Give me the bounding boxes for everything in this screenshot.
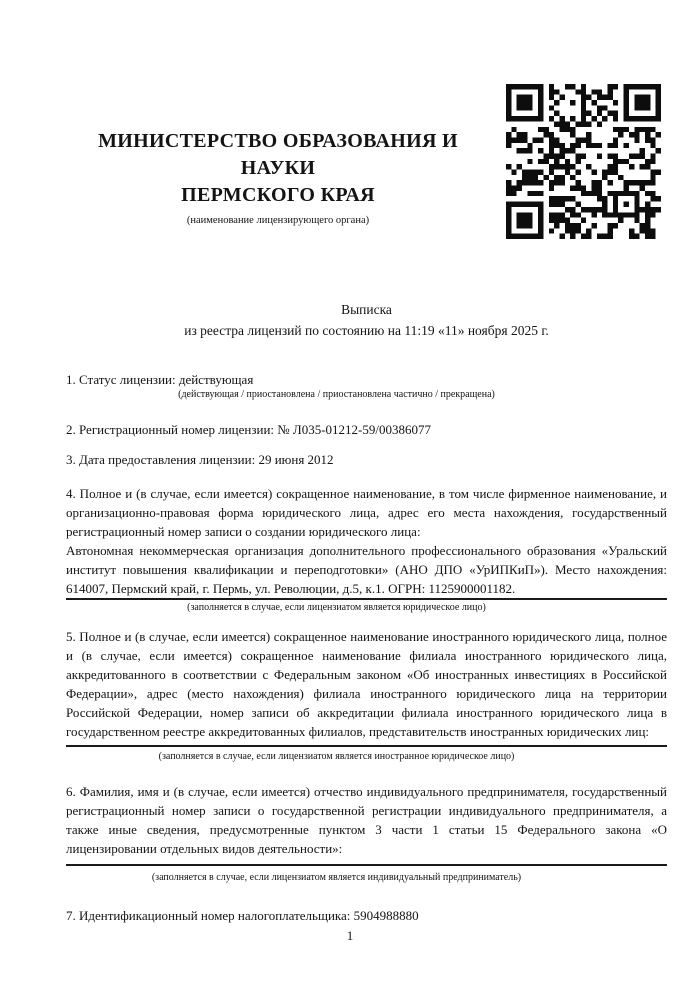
legal-entity-value: Автономная некоммерческая организация дополнительного профессионального образования «Уральский институт повышения квалификации и переподготовки» (АНО ДПО «УрИПКиП»). Место нахождения: 614007, Пермский край, г. Пермь, ул. Революции, д.5, к.1. ОГРН: 1125900001182.	[66, 543, 667, 596]
license-status-text: 1. Статус лицензии: действующая	[66, 372, 254, 387]
ministry-name-line2: ПЕРМСКОГО КРАЯ	[181, 184, 375, 206]
item-individual-entrepreneur	[66, 782, 667, 884]
foreign-entity-caption: (заполняется в случае, если лицензиатом является иностранное юридическое лицо)	[158, 751, 515, 762]
item-foreign-entity	[66, 627, 667, 763]
document-title-block	[66, 299, 667, 341]
registration-number-text: 2. Регистрационный номер лицензии: № Л035-01212-59/00386077	[66, 422, 432, 437]
item-taxpayer-number	[66, 906, 667, 925]
licensing-authority-header	[66, 128, 490, 227]
individual-entrepreneur-caption: (заполняется в случае, если лицензиатом является индивидуальный предприниматель)	[151, 872, 522, 883]
document-title: Выписка	[341, 302, 392, 317]
page-number: 1	[346, 928, 354, 943]
individual-entrepreneur-text: 6. Фамилия, имя и (в случае, если имеется) отчество индивидуального предпринимателя, государственный регистрационный номер записи о государственной регистрации индивидуального предпринимателя, а также иные сведения, предусмотренные пунктом 3 части 1 статьи 15 Федерального закона «О лицензировании отдельных видов деятельности»:	[66, 784, 667, 856]
legal-entity-text: 4. Полное и (в случае, если имеется) сокращенное наименование, в том числе фирменное наименование, и организационно-правовая форма юридического лица, адрес его места нахождения, государственный регистрационный номер записи о создании юридического лица:	[66, 486, 667, 539]
ministry-name-line1: МИНИСТЕРСТВО ОБРАЗОВАНИЯ И НАУКИ	[98, 130, 458, 179]
item-registration-number	[66, 420, 667, 439]
foreign-entity-text: 5. Полное и (в случае, если имеется) сокращенное наименование иностранного юридического лица, полное и (в случае, если имеется) сокращенное наименование филиала иностранного юридического лица, аккредитованного в соответствии с Федеральным законом «Об иностранных инвестициях в Российской Федерации», адрес (место нахождения) филиала иностранного юридического лица на территории Российской Федерации, номер записи об аккредитации филиала иностранного юридического лица в государственном реестре аккредитованных филиалов, представительств иностранных юридических лиц:	[66, 629, 667, 739]
item-license-date	[66, 450, 667, 469]
license-date-text: 3. Дата предоставления лицензии: 29 июня 2012	[66, 452, 334, 467]
item-license-status	[66, 370, 667, 401]
licensing-authority-caption: (наименование лицензирующего органа)	[186, 215, 370, 226]
document-body	[66, 370, 667, 925]
taxpayer-number-text: 7. Идентификационный номер налогоплательщика: 5904988880	[66, 908, 419, 923]
document-subtitle: из реестра лицензий по состоянию на 11:19 «11» ноября 2025 г.	[184, 323, 549, 338]
item-legal-entity	[66, 484, 667, 614]
legal-entity-caption: (заполняется в случае, если лицензиатом является юридическое лицо)	[187, 602, 486, 613]
qr-code	[506, 84, 661, 239]
license-status-options-caption: (действующая / приостановлена / приостановлена частично / прекращена)	[178, 389, 495, 400]
